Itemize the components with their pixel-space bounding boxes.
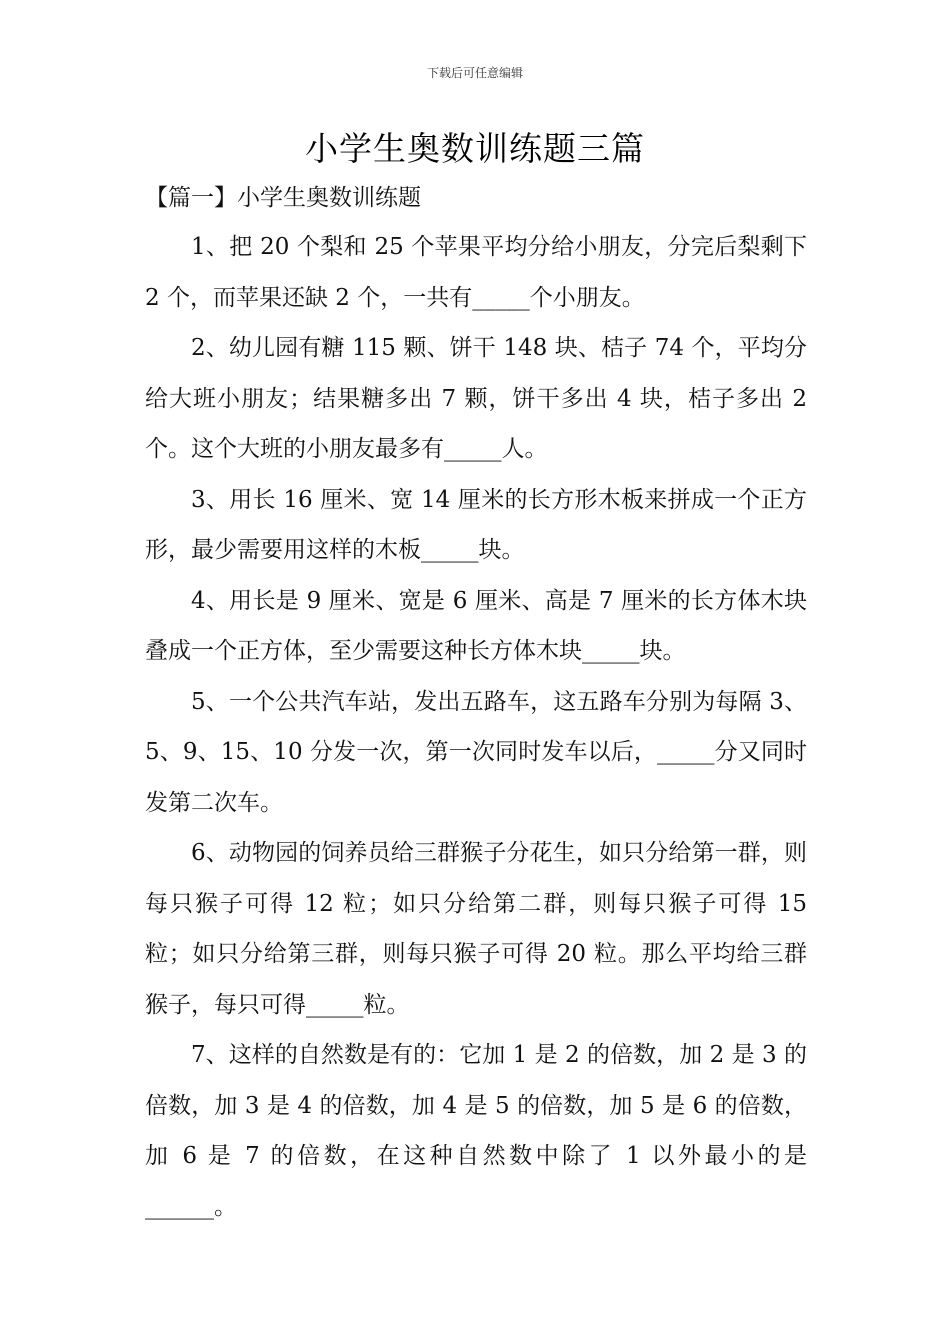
header-note: 下载后可任意编辑 bbox=[426, 66, 523, 80]
question-5: 5、一个公共汽车站，发出五路车，这五路车分别为每隔 3、5、9、15、10 分发一次，第一次同时发车以后，_____分又同时发第二次车。 bbox=[145, 688, 807, 816]
question-1: 1、把 20 个梨和 25 个苹果平均分给小朋友，分完后梨剩下 2 个，而苹果还缺 2 个，一共有_____个小朋友。 bbox=[145, 234, 807, 311]
question-3: 3、用长 16 厘米、宽 14 厘米的长方形木板来拼成一个正方形，最少需要用这样的木板_____块。 bbox=[145, 486, 807, 563]
question-2: 2、幼儿园有糖 115 颗、饼干 148 块、桔子 74 个，平均分给大班小朋友；结果糖多出 7 颗，饼干多出 4 块，桔子多出 2 个。这个大班的小朋友最多有_____人。 bbox=[145, 335, 807, 462]
section-heading: 【篇一】小学生奥数训练题 bbox=[145, 185, 421, 211]
question-6: 6、动物园的饲养员给三群猴子分花生，如只分给第一群，则每只猴子可得 12 粒；如只分给第二群，则每只猴子可得 15 粒；如只分给第三群，则每只猴子可得 20 粒。那么平均给三群猴子，每只可得_____粒。 bbox=[145, 840, 807, 1018]
document-title: 小学生奥数训练题三篇 bbox=[305, 129, 645, 168]
question-4: 4、用长是 9 厘米、宽是 6 厘米、高是 7 厘米的长方体木块叠成一个正方体，至少需要这种长方体木块_____块。 bbox=[145, 587, 807, 664]
question-7: 7、这样的自然数是有的：它加 1 是 2 的倍数，加 2 是 3 的倍数，加 3 是 4 的倍数，加 4 是 5 的倍数，加 5 是 6 的倍数，加 6 是 7 的倍数，在这种自然数中除了 1 以外最小的是______。 bbox=[145, 1042, 807, 1220]
question-list bbox=[145, 222, 807, 1232]
